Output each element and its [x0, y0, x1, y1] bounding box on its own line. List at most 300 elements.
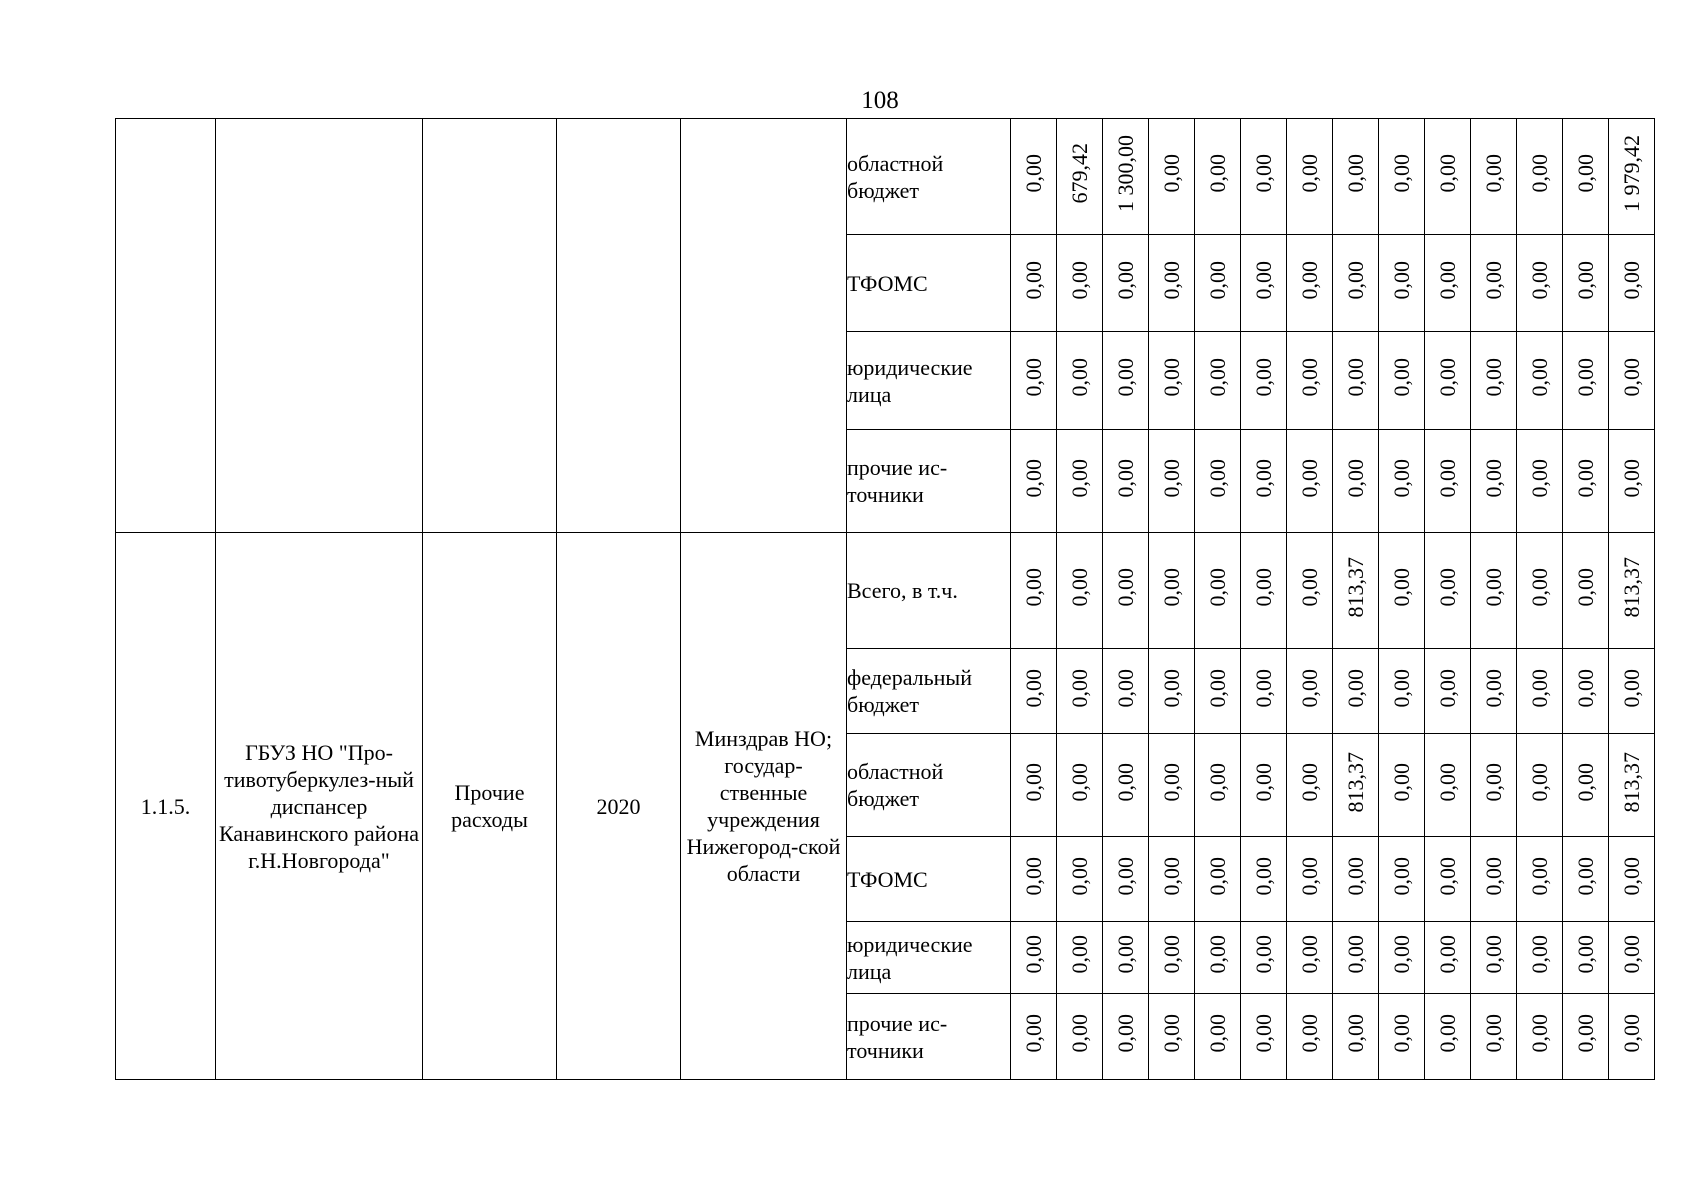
amount-value: 0,00 — [1388, 762, 1414, 802]
amount-value: 0,00 — [1020, 935, 1046, 974]
amount-value: 0,00 — [1618, 358, 1644, 397]
amount-value: 0,00 — [1388, 154, 1414, 193]
amount-cell — [1103, 734, 1149, 837]
amount-value: 0,00 — [1526, 856, 1552, 896]
amount-cell — [1517, 430, 1563, 533]
amount-value: 0,00 — [1618, 668, 1644, 708]
amount-value: 0,00 — [1572, 1014, 1598, 1053]
amount-cell — [1103, 649, 1149, 734]
amount-cell — [1379, 837, 1425, 922]
amount-cell — [1609, 332, 1655, 430]
amount-cell — [1471, 430, 1517, 533]
amount-cell — [1011, 994, 1057, 1080]
amount-value: 1 300,00 — [1112, 135, 1138, 212]
amount-cell — [1333, 332, 1379, 430]
amount-value: 0,00 — [1204, 358, 1230, 397]
amount-value: 0,00 — [1480, 935, 1506, 974]
amount-cell — [1195, 235, 1241, 332]
amount-value: 0,00 — [1296, 260, 1322, 300]
amount-value: 0,00 — [1526, 1014, 1552, 1053]
amount-value: 0,00 — [1158, 568, 1184, 607]
amount-value: 0,00 — [1526, 458, 1552, 498]
amount-cell — [1563, 430, 1609, 533]
amount-value: 0,00 — [1066, 762, 1092, 802]
amount-cell — [1103, 332, 1149, 430]
amount-value: 0,00 — [1158, 358, 1184, 397]
amount-value: 0,00 — [1572, 154, 1598, 193]
amount-cell — [1241, 235, 1287, 332]
amount-cell — [1195, 994, 1241, 1080]
amount-cell — [1195, 533, 1241, 649]
amount-value: 813,37 — [1342, 557, 1368, 618]
amount-cell — [1241, 119, 1287, 235]
amount-cell — [1471, 119, 1517, 235]
amount-cell — [1149, 734, 1195, 837]
amount-value: 0,00 — [1158, 1014, 1184, 1053]
amount-cell — [1103, 119, 1149, 235]
amount-cell — [1287, 994, 1333, 1080]
expense-type-cell: Прочие расходы — [423, 533, 557, 1080]
amount-cell — [1563, 332, 1609, 430]
amount-value: 0,00 — [1158, 260, 1184, 300]
amount-cell — [1195, 837, 1241, 922]
amount-value: 0,00 — [1296, 154, 1322, 193]
table-body — [116, 119, 1655, 1080]
funding-source-cell: прочие ис-точники — [847, 994, 1011, 1080]
amount-cell — [1379, 533, 1425, 649]
amount-cell — [1517, 235, 1563, 332]
amount-cell — [1379, 734, 1425, 837]
funding-source-cell: Всего, в т.ч. — [847, 533, 1011, 649]
amount-cell — [1471, 533, 1517, 649]
amount-value: 0,00 — [1158, 762, 1184, 802]
amount-cell — [1471, 837, 1517, 922]
amount-value: 0,00 — [1618, 1014, 1644, 1053]
amount-value: 0,00 — [1618, 856, 1644, 896]
amount-cell — [1287, 235, 1333, 332]
amount-cell — [1333, 119, 1379, 235]
amount-value: 0,00 — [1158, 856, 1184, 896]
amount-cell — [1149, 533, 1195, 649]
amount-value: 0,00 — [1158, 668, 1184, 708]
amount-cell — [1609, 430, 1655, 533]
amount-value: 0,00 — [1296, 1014, 1322, 1053]
page-number: 108 — [861, 87, 899, 114]
amount-value: 0,00 — [1250, 260, 1276, 300]
amount-cell — [1057, 119, 1103, 235]
amount-value: 0,00 — [1434, 154, 1460, 193]
amount-value: 0,00 — [1020, 668, 1046, 708]
amount-cell — [1333, 837, 1379, 922]
amount-value: 0,00 — [1526, 154, 1552, 193]
amount-value: 0,00 — [1342, 856, 1368, 896]
amount-cell — [1011, 430, 1057, 533]
amount-cell — [1057, 533, 1103, 649]
amount-value: 0,00 — [1480, 856, 1506, 896]
amount-value: 0,00 — [1342, 458, 1368, 498]
amount-value: 0,00 — [1572, 668, 1598, 708]
amount-cell — [1149, 119, 1195, 235]
amount-value: 0,00 — [1618, 260, 1644, 300]
amount-value: 0,00 — [1250, 935, 1276, 974]
amount-cell — [1379, 332, 1425, 430]
amount-cell — [1057, 922, 1103, 994]
amount-value: 0,00 — [1066, 668, 1092, 708]
amount-cell — [1517, 119, 1563, 235]
amount-value: 0,00 — [1572, 935, 1598, 974]
amount-value: 0,00 — [1434, 856, 1460, 896]
amount-value: 813,37 — [1618, 751, 1644, 813]
amount-value: 0,00 — [1388, 568, 1414, 607]
amount-value: 0,00 — [1112, 668, 1138, 708]
amount-cell — [1149, 332, 1195, 430]
amount-value: 0,00 — [1250, 154, 1276, 193]
amount-cell — [1609, 994, 1655, 1080]
amount-value: 0,00 — [1112, 1014, 1138, 1053]
funding-source-cell: областной бюджет — [847, 734, 1011, 837]
executor-cell — [681, 119, 847, 533]
amount-value: 0,00 — [1480, 668, 1506, 708]
amount-value: 0,00 — [1572, 568, 1598, 607]
amount-value: 0,00 — [1204, 1014, 1230, 1053]
amount-value: 0,00 — [1526, 568, 1552, 607]
amount-cell — [1379, 235, 1425, 332]
amount-cell — [1011, 922, 1057, 994]
amount-value: 0,00 — [1480, 568, 1506, 607]
amount-cell — [1241, 649, 1287, 734]
amount-value: 0,00 — [1342, 154, 1368, 193]
amount-value: 0,00 — [1296, 935, 1322, 974]
amount-cell — [1149, 994, 1195, 1080]
amount-value: 0,00 — [1526, 935, 1552, 974]
amount-value: 0,00 — [1204, 458, 1230, 498]
amount-value: 0,00 — [1342, 935, 1368, 974]
amount-cell — [1057, 430, 1103, 533]
amount-value: 0,00 — [1342, 668, 1368, 708]
amount-value: 0,00 — [1250, 668, 1276, 708]
funding-source-cell: федеральный бюджет — [847, 649, 1011, 734]
amount-cell — [1103, 994, 1149, 1080]
amount-cell — [1471, 994, 1517, 1080]
amount-cell — [1103, 235, 1149, 332]
amount-value: 0,00 — [1618, 935, 1644, 974]
amount-cell — [1195, 922, 1241, 994]
amount-cell — [1011, 533, 1057, 649]
institution-name-cell — [216, 119, 423, 533]
amount-value: 0,00 — [1572, 458, 1598, 498]
amount-value: 0,00 — [1480, 762, 1506, 802]
amount-cell — [1425, 922, 1471, 994]
amount-cell — [1195, 119, 1241, 235]
amount-value: 0,00 — [1480, 1014, 1506, 1053]
amount-cell — [1425, 119, 1471, 235]
amount-cell — [1287, 533, 1333, 649]
amount-cell — [1287, 119, 1333, 235]
amount-value: 0,00 — [1250, 568, 1276, 607]
amount-value: 0,00 — [1066, 568, 1092, 607]
amount-value: 0,00 — [1112, 568, 1138, 607]
institution-name-cell: ГБУЗ НО "Про-тивотуберкулез-ный диспансер Канавинского района г.Н.Новгорода" — [216, 533, 423, 1080]
funding-source-cell: юридические лица — [847, 922, 1011, 994]
amount-value: 0,00 — [1526, 260, 1552, 300]
amount-value: 0,00 — [1434, 458, 1460, 498]
amount-value: 0,00 — [1204, 154, 1230, 193]
amount-value: 0,00 — [1204, 935, 1230, 974]
amount-value: 0,00 — [1296, 762, 1322, 802]
amount-value: 0,00 — [1434, 568, 1460, 607]
funding-source-cell: юридические лица — [847, 332, 1011, 430]
table-row — [116, 119, 1655, 235]
executor-cell: Минздрав НО; государ-ственные учреждения Нижегород-ской области — [681, 533, 847, 1080]
amount-value: 0,00 — [1388, 260, 1414, 300]
amount-cell — [1149, 649, 1195, 734]
amount-value: 0,00 — [1296, 856, 1322, 896]
amount-value: 0,00 — [1112, 856, 1138, 896]
amount-value: 0,00 — [1434, 935, 1460, 974]
amount-cell — [1563, 837, 1609, 922]
table-row — [116, 533, 1655, 649]
amount-value: 0,00 — [1342, 260, 1368, 300]
amount-cell — [1609, 734, 1655, 837]
amount-value: 0,00 — [1204, 260, 1230, 300]
amount-value: 0,00 — [1204, 668, 1230, 708]
amount-cell — [1517, 332, 1563, 430]
amount-value: 0,00 — [1066, 935, 1092, 974]
amount-value: 0,00 — [1342, 1014, 1368, 1053]
amount-cell — [1011, 837, 1057, 922]
amount-value: 0,00 — [1020, 762, 1046, 802]
expense-type-cell — [423, 119, 557, 533]
amount-value: 813,37 — [1342, 751, 1368, 813]
amount-value: 0,00 — [1250, 458, 1276, 498]
amount-cell — [1149, 837, 1195, 922]
amount-cell — [1333, 235, 1379, 332]
amount-cell — [1471, 734, 1517, 837]
amount-value: 0,00 — [1250, 1014, 1276, 1053]
amount-cell — [1241, 922, 1287, 994]
amount-value: 0,00 — [1388, 668, 1414, 708]
amount-cell — [1241, 994, 1287, 1080]
amount-value: 0,00 — [1112, 935, 1138, 974]
amount-value: 0,00 — [1526, 358, 1552, 397]
amount-value: 679,42 — [1066, 143, 1092, 204]
amount-value: 0,00 — [1066, 260, 1092, 300]
amount-value: 0,00 — [1434, 762, 1460, 802]
amount-cell — [1425, 235, 1471, 332]
amount-cell — [1241, 533, 1287, 649]
amount-cell — [1011, 332, 1057, 430]
budget-table — [115, 118, 1655, 1080]
amount-cell — [1195, 734, 1241, 837]
amount-cell — [1471, 332, 1517, 430]
amount-value: 0,00 — [1020, 358, 1046, 397]
amount-cell — [1379, 649, 1425, 734]
amount-value: 0,00 — [1020, 856, 1046, 896]
amount-cell — [1563, 649, 1609, 734]
amount-cell — [1241, 837, 1287, 922]
amount-cell — [1425, 837, 1471, 922]
amount-value: 0,00 — [1158, 935, 1184, 974]
amount-value: 0,00 — [1066, 1014, 1092, 1053]
amount-cell — [1011, 649, 1057, 734]
amount-cell — [1287, 332, 1333, 430]
amount-cell — [1057, 837, 1103, 922]
amount-value: 0,00 — [1388, 458, 1414, 498]
amount-cell — [1609, 837, 1655, 922]
amount-cell — [1103, 837, 1149, 922]
amount-cell — [1149, 235, 1195, 332]
amount-cell — [1057, 649, 1103, 734]
amount-cell — [1333, 533, 1379, 649]
amount-cell — [1057, 332, 1103, 430]
amount-value: 0,00 — [1572, 260, 1598, 300]
amount-value: 0,00 — [1112, 358, 1138, 397]
amount-cell — [1471, 235, 1517, 332]
funding-source-cell: ТФОМС — [847, 235, 1011, 332]
amount-cell — [1425, 734, 1471, 837]
amount-cell — [1517, 734, 1563, 837]
amount-cell — [1563, 119, 1609, 235]
amount-cell — [1057, 734, 1103, 837]
amount-cell — [1333, 994, 1379, 1080]
funding-source-cell: прочие ис-точники — [847, 430, 1011, 533]
amount-value: 0,00 — [1572, 856, 1598, 896]
amount-cell — [1241, 734, 1287, 837]
amount-value: 0,00 — [1618, 458, 1644, 498]
amount-cell — [1287, 649, 1333, 734]
amount-cell — [1333, 430, 1379, 533]
amount-cell — [1517, 649, 1563, 734]
amount-value: 0,00 — [1204, 856, 1230, 896]
amount-cell — [1517, 922, 1563, 994]
amount-cell — [1609, 119, 1655, 235]
amount-cell — [1609, 922, 1655, 994]
amount-cell — [1609, 235, 1655, 332]
amount-cell — [1379, 994, 1425, 1080]
amount-value: 0,00 — [1296, 668, 1322, 708]
amount-value: 0,00 — [1204, 762, 1230, 802]
amount-value: 0,00 — [1066, 856, 1092, 896]
amount-value: 0,00 — [1250, 358, 1276, 397]
amount-value: 0,00 — [1158, 154, 1184, 193]
amount-value: 0,00 — [1020, 154, 1046, 193]
amount-cell — [1333, 922, 1379, 994]
amount-cell — [1471, 922, 1517, 994]
amount-cell — [1195, 430, 1241, 533]
amount-value: 0,00 — [1572, 358, 1598, 397]
item-number-cell: 1.1.5. — [116, 533, 216, 1080]
amount-value: 0,00 — [1480, 154, 1506, 193]
amount-value: 0,00 — [1296, 568, 1322, 607]
amount-cell — [1149, 430, 1195, 533]
amount-cell — [1057, 235, 1103, 332]
amount-value: 0,00 — [1158, 458, 1184, 498]
amount-value: 813,37 — [1618, 557, 1644, 618]
amount-cell — [1195, 649, 1241, 734]
amount-cell — [1011, 734, 1057, 837]
year-cell — [557, 119, 681, 533]
amount-value: 0,00 — [1112, 762, 1138, 802]
amount-cell — [1011, 235, 1057, 332]
amount-cell — [1149, 922, 1195, 994]
amount-value: 0,00 — [1526, 668, 1552, 708]
amount-cell — [1287, 922, 1333, 994]
amount-cell — [1057, 994, 1103, 1080]
amount-cell — [1425, 533, 1471, 649]
amount-value: 0,00 — [1388, 1014, 1414, 1053]
amount-value: 0,00 — [1112, 260, 1138, 300]
amount-value: 0,00 — [1526, 762, 1552, 802]
amount-value: 0,00 — [1296, 458, 1322, 498]
amount-value: 0,00 — [1250, 762, 1276, 802]
amount-cell — [1011, 119, 1057, 235]
amount-cell — [1563, 533, 1609, 649]
amount-value: 0,00 — [1434, 260, 1460, 300]
amount-value: 0,00 — [1204, 568, 1230, 607]
amount-cell — [1517, 994, 1563, 1080]
amount-cell — [1103, 922, 1149, 994]
amount-cell — [1103, 430, 1149, 533]
amount-cell — [1195, 332, 1241, 430]
amount-cell — [1563, 734, 1609, 837]
amount-value: 0,00 — [1020, 568, 1046, 607]
amount-value: 0,00 — [1066, 458, 1092, 498]
amount-value: 0,00 — [1250, 856, 1276, 896]
amount-value: 0,00 — [1434, 668, 1460, 708]
amount-value: 0,00 — [1572, 762, 1598, 802]
amount-value: 0,00 — [1388, 856, 1414, 896]
amount-cell — [1103, 533, 1149, 649]
amount-cell — [1609, 533, 1655, 649]
amount-cell — [1563, 994, 1609, 1080]
funding-source-cell: ТФОМС — [847, 837, 1011, 922]
amount-cell — [1379, 430, 1425, 533]
amount-value: 0,00 — [1112, 458, 1138, 498]
amount-cell — [1609, 649, 1655, 734]
amount-cell — [1379, 922, 1425, 994]
amount-cell — [1287, 837, 1333, 922]
amount-value: 1 979,42 — [1618, 135, 1644, 212]
amount-cell — [1241, 332, 1287, 430]
amount-cell — [1241, 430, 1287, 533]
amount-cell — [1563, 235, 1609, 332]
amount-value: 0,00 — [1020, 260, 1046, 300]
amount-cell — [1471, 649, 1517, 734]
amount-cell — [1333, 734, 1379, 837]
amount-value: 0,00 — [1388, 358, 1414, 397]
amount-cell — [1287, 430, 1333, 533]
amount-value: 0,00 — [1480, 458, 1506, 498]
amount-cell — [1287, 734, 1333, 837]
amount-value: 0,00 — [1020, 1014, 1046, 1053]
item-number-cell — [116, 119, 216, 533]
amount-cell — [1425, 649, 1471, 734]
amount-value: 0,00 — [1434, 358, 1460, 397]
amount-value: 0,00 — [1480, 358, 1506, 397]
amount-cell — [1333, 649, 1379, 734]
amount-value: 0,00 — [1020, 458, 1046, 498]
amount-value: 0,00 — [1434, 1014, 1460, 1053]
amount-cell — [1425, 994, 1471, 1080]
amount-value: 0,00 — [1388, 935, 1414, 974]
amount-value: 0,00 — [1342, 358, 1368, 397]
amount-cell — [1517, 533, 1563, 649]
amount-value: 0,00 — [1480, 260, 1506, 300]
amount-value: 0,00 — [1066, 358, 1092, 397]
amount-cell — [1379, 119, 1425, 235]
amount-value: 0,00 — [1296, 358, 1322, 397]
amount-cell — [1425, 332, 1471, 430]
